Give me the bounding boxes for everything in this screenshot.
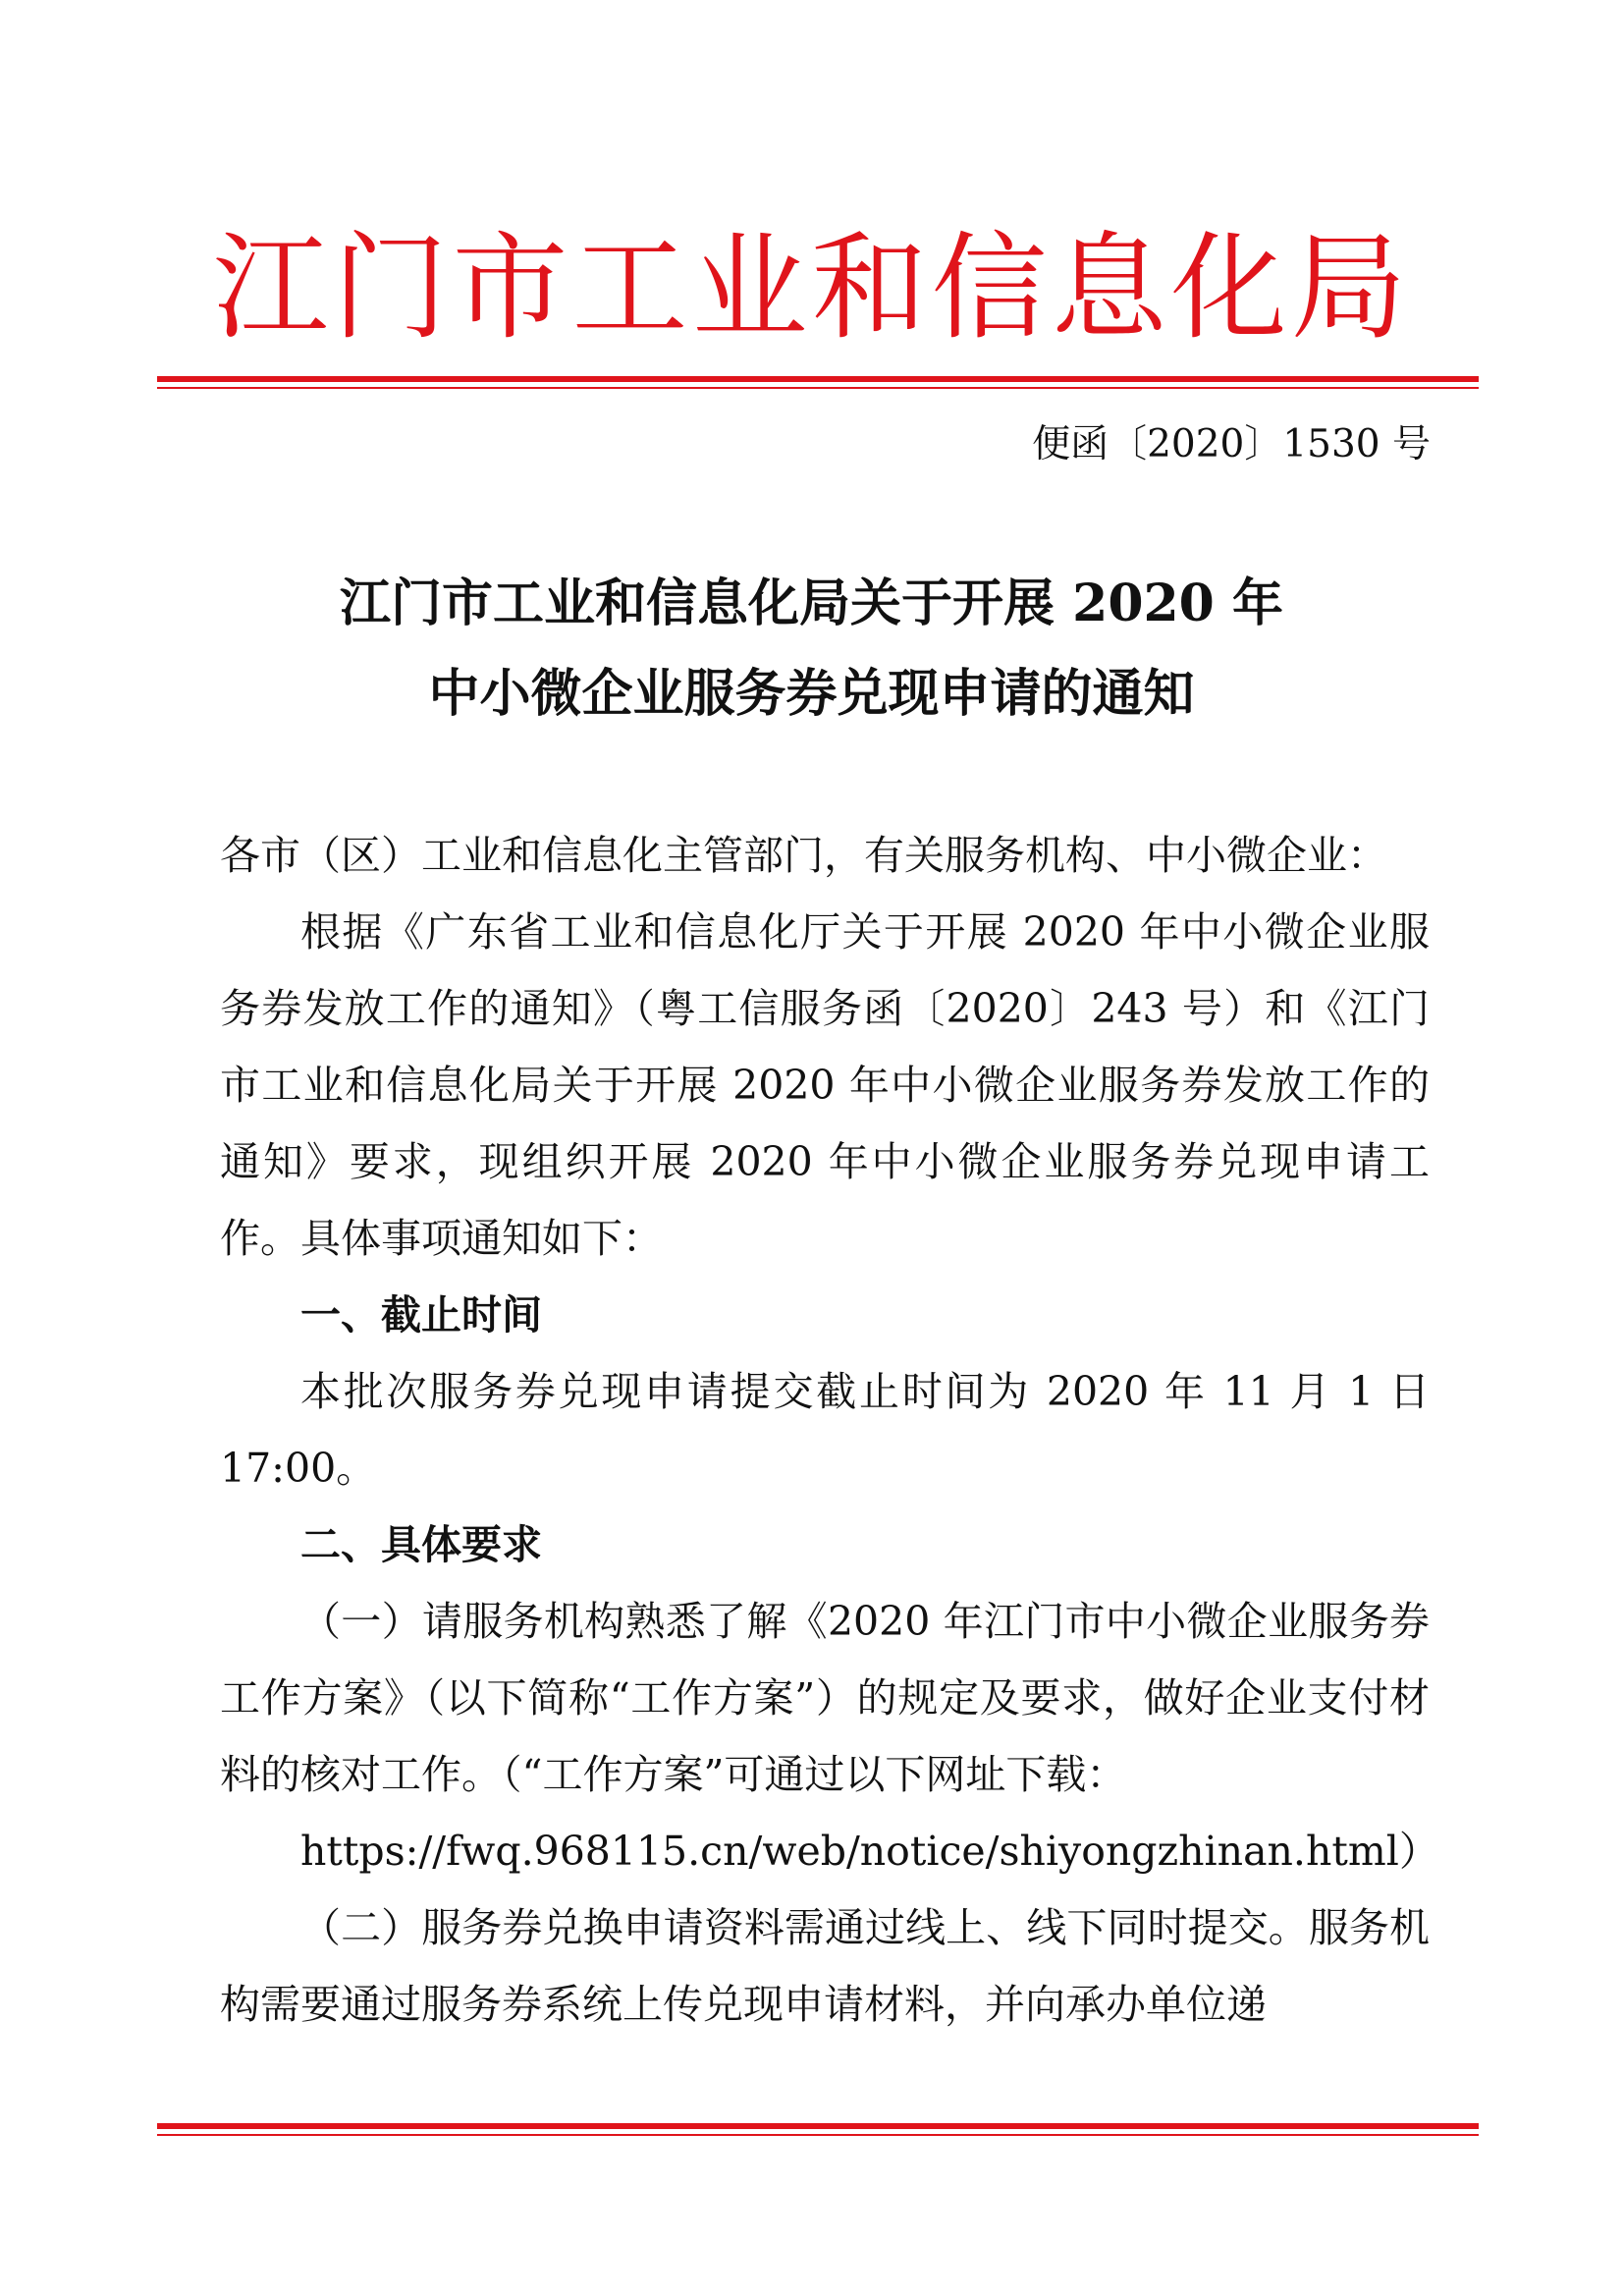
masthead-rule-thin xyxy=(157,387,1479,389)
document-body xyxy=(220,817,1439,2043)
section-heading-deadline: 一、截止时间 xyxy=(300,1291,542,1339)
intro-paragraph: 根据《广东省工业和信息化厅关于开展 2020 年中小微企业服务券发放工作的通知》（粤工信服务函〔2020〕243 号）和《江门市工业和信息化局关于开展 2020 年中小微企业服务券发放工作的通知》要求，现组织开展 2020 年中小微企业服务券兑现申请工作。具体事项通知如下： xyxy=(220,908,1430,1262)
section-heading-requirements: 二、具体要求 xyxy=(300,1521,542,1568)
footer-rule-thick xyxy=(157,2123,1479,2129)
masthead-rule-thick xyxy=(157,376,1479,382)
download-url-link[interactable]: https://fwq.968115.cn/web/notice/shiyongzhinan.html） xyxy=(300,1828,1439,1875)
document-title-line-2: 中小微企业服务券兑现申请的通知 xyxy=(428,664,1195,724)
requirement-item-2: （二）服务券兑换申请资料需通过线上、线下同时提交。服务机构需要通过服务券系统上传兑现申请材料，并向承办单位递 xyxy=(220,1904,1430,2028)
deadline-paragraph: 本批次服务券兑现申请提交截止时间为 2020 年 11 月 1 日 17:00。 xyxy=(220,1368,1430,1492)
masthead-org-name: 江门市工业和信息化局 xyxy=(212,220,1411,355)
footer-rule-thin xyxy=(157,2134,1479,2136)
document-number: 便函〔2020〕1530 号 xyxy=(1032,422,1431,466)
salutation: 各市（区）工业和信息化主管部门，有关服务机构、中小微企业： xyxy=(220,832,1387,879)
document-title-line-1: 江门市工业和信息化局关于开展 2020 年 xyxy=(340,574,1283,633)
requirement-item-1: （一）请服务机构熟悉了解《2020 年江门市中小微企业服务券工作方案》（以下简称“工作方案”）的规定及要求，做好企业支付材料的核对工作。（“工作方案”可通过以下网址下载： xyxy=(220,1598,1430,1798)
